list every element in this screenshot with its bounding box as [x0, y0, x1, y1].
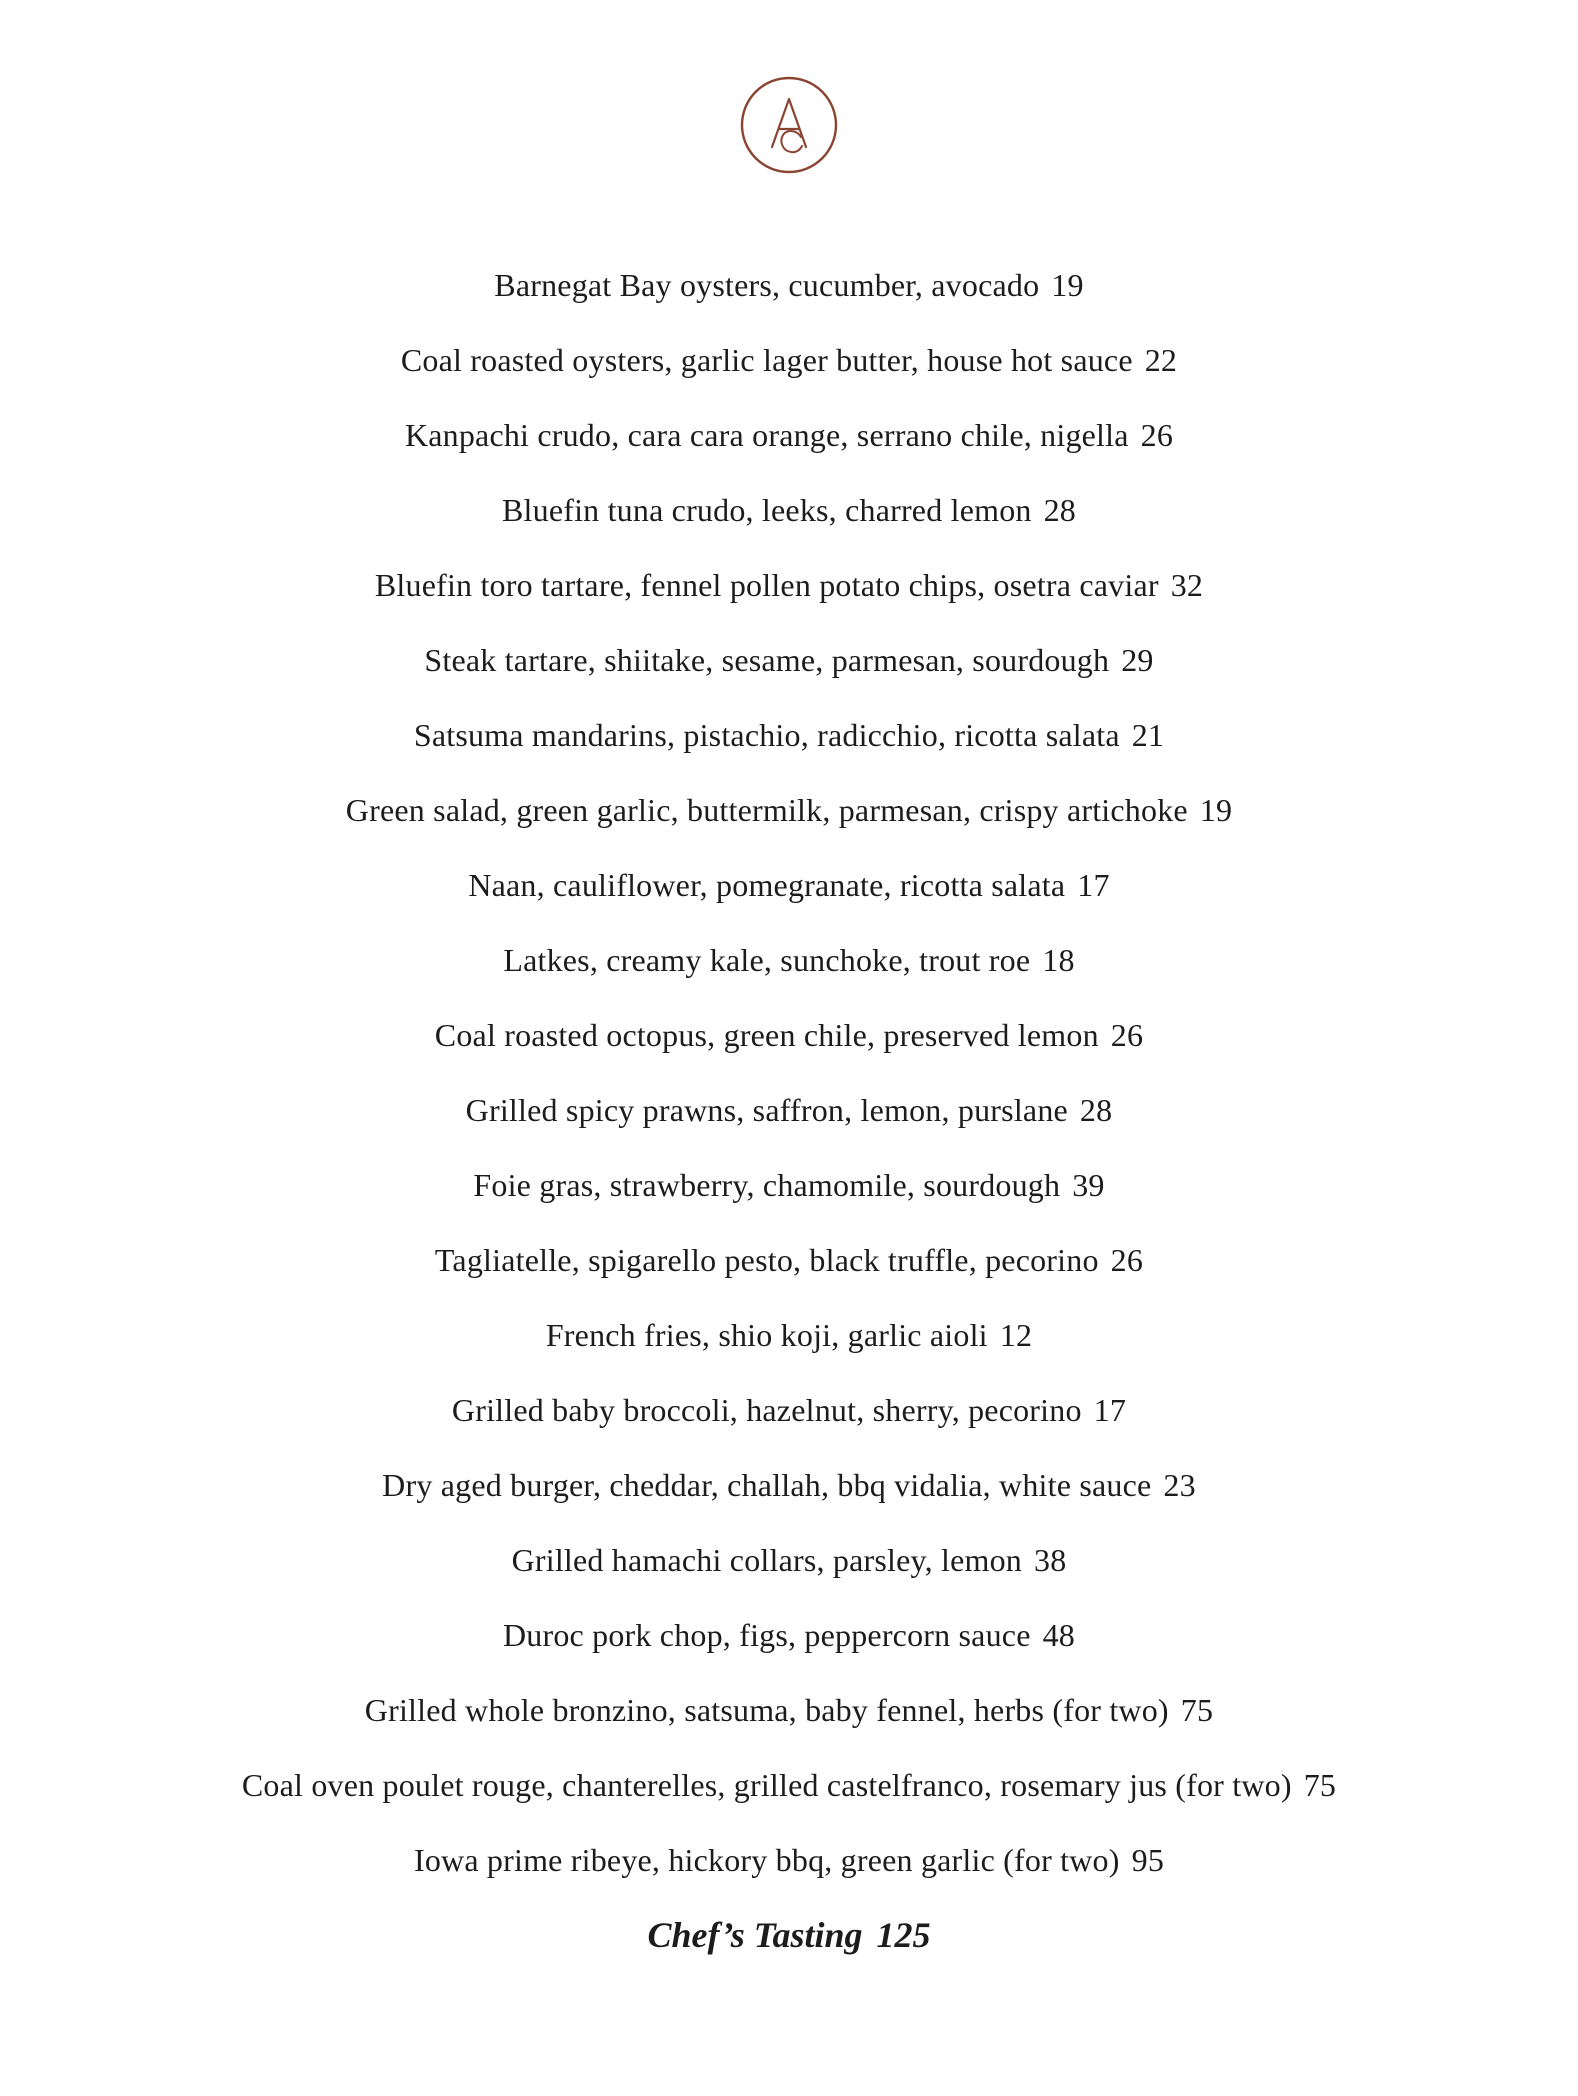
menu-item-price: 26 [1110, 1017, 1144, 1053]
menu-item [0, 410, 1578, 485]
menu-item-name: Naan, cauliflower, pomegranate, ricotta salata [468, 867, 1066, 903]
menu-item-name: Dry aged burger, cheddar, challah, bbq vidalia, white sauce [382, 1467, 1152, 1503]
menu-item [0, 1610, 1578, 1685]
menu-item-price: 12 [999, 1317, 1033, 1353]
chefs-tasting [0, 1910, 1578, 1960]
menu-item-price: 19 [1199, 792, 1233, 828]
menu-item [0, 860, 1578, 935]
menu-item-name: Barnegat Bay oysters, cucumber, avocado [494, 267, 1040, 303]
menu-item-price: 29 [1121, 642, 1154, 678]
menu-item-price: 39 [1072, 1167, 1105, 1203]
menu-list [0, 260, 1578, 1910]
menu-item-price: 32 [1170, 567, 1204, 603]
menu-item-name: Coal roasted octopus, green chile, preserved lemon [434, 1017, 1099, 1053]
menu-item-name: Coal oven poulet rouge, chanterelles, grilled castelfranco, rosemary jus (for two) [241, 1767, 1292, 1803]
menu-item [0, 1460, 1578, 1535]
menu-item-price: 23 [1163, 1467, 1196, 1503]
menu-item-name: Grilled baby broccoli, hazelnut, sherry, pecorino [451, 1392, 1082, 1428]
menu-item [0, 560, 1578, 635]
restaurant-logo [739, 75, 839, 175]
menu-item-name: Bluefin tuna crudo, leeks, charred lemon [502, 492, 1032, 528]
menu-item-price: 38 [1034, 1542, 1067, 1578]
menu-item [0, 935, 1578, 1010]
menu-item-name: Satsuma mandarins, pistachio, radicchio, ricotta salata [413, 717, 1120, 753]
menu-item [0, 1235, 1578, 1310]
menu-item [0, 335, 1578, 410]
logo-letter-c [781, 131, 802, 152]
menu-item-name: Kanpachi crudo, cara cara orange, serrano chile, nigella [404, 417, 1129, 453]
menu-item-price: 26 [1110, 1242, 1144, 1278]
menu-item-name: Tagliatelle, spigarello pesto, black truffle, pecorino [434, 1242, 1099, 1278]
menu-item [0, 1835, 1578, 1910]
menu-item-price: 22 [1144, 342, 1178, 378]
chefs-tasting-price: 125 [876, 1915, 931, 1955]
menu-item-price: 18 [1042, 942, 1075, 978]
menu-item-name: Grilled spicy prawns, saffron, lemon, purslane [465, 1092, 1068, 1128]
menu-item [0, 1385, 1578, 1460]
menu-item-name: Foie gras, strawberry, chamomile, sourdough [473, 1167, 1061, 1203]
menu-item-name: Bluefin toro tartare, fennel pollen potato chips, osetra caviar [374, 567, 1159, 603]
menu-item-price: 75 [1180, 1692, 1214, 1728]
menu-item-price: 28 [1079, 1092, 1113, 1128]
menu-item-price: 48 [1042, 1617, 1076, 1653]
menu-item-name: Grilled hamachi collars, parsley, lemon [511, 1542, 1023, 1578]
menu-item [0, 1160, 1578, 1235]
menu-item-name: Duroc pork chop, figs, peppercorn sauce [502, 1617, 1031, 1653]
menu-item-name: Latkes, creamy kale, sunchoke, trout roe [503, 942, 1031, 978]
logo-ring [742, 78, 836, 172]
menu-item [0, 1310, 1578, 1385]
menu-item-price: 95 [1131, 1842, 1165, 1878]
menu-item-name: Green salad, green garlic, buttermilk, parmesan, crispy artichoke [345, 792, 1188, 828]
menu-item [0, 485, 1578, 560]
menu-item [0, 260, 1578, 335]
menu-item-price: 28 [1043, 492, 1076, 528]
menu-item [0, 1010, 1578, 1085]
menu-item [0, 635, 1578, 710]
menu-item [0, 1685, 1578, 1760]
menu-item [0, 1085, 1578, 1160]
menu-item-name: Coal roasted oysters, garlic lager butter, house hot sauce [400, 342, 1133, 378]
logo-letter-a [772, 99, 806, 147]
menu-item-price: 19 [1051, 267, 1084, 303]
menu-item-price: 26 [1140, 417, 1174, 453]
menu-item [0, 1535, 1578, 1610]
menu-item-price: 17 [1077, 867, 1110, 903]
menu-item [0, 710, 1578, 785]
menu-item [0, 1760, 1578, 1835]
menu-item-price: 17 [1093, 1392, 1127, 1428]
menu-item-name: Grilled whole bronzino, satsuma, baby fennel, herbs (for two) [364, 1692, 1169, 1728]
menu-item-price: 75 [1303, 1767, 1337, 1803]
menu-item-name: Iowa prime ribeye, hickory bbq, green garlic (for two) [413, 1842, 1120, 1878]
menu-item-name: Steak tartare, shiitake, sesame, parmesan, sourdough [424, 642, 1110, 678]
chefs-tasting-label: Chef’s Tasting [647, 1915, 863, 1955]
menu-item-name: French fries, shio koji, garlic aioli [545, 1317, 988, 1353]
menu-item [0, 785, 1578, 860]
menu-item-price: 21 [1131, 717, 1165, 753]
